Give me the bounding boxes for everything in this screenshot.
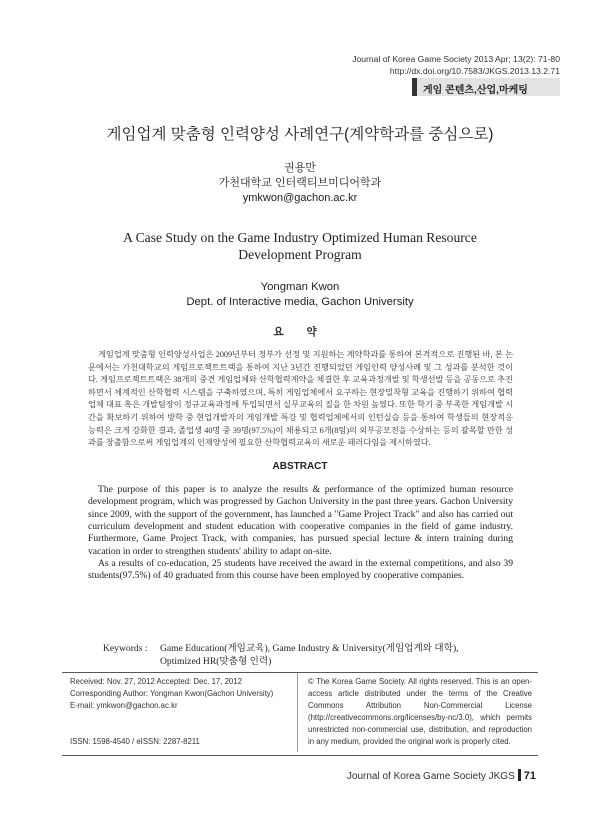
footnote-top-divider: [62, 672, 538, 673]
journal-citation: Journal of Korea Game Society 2013 Apr; 13(2): 71-80: [352, 54, 560, 64]
author-email[interactable]: ymkwon@gachon.ac.kr: [242, 192, 358, 204]
article-meta: [70, 676, 294, 748]
abstract-english-para-1: The purpose of this paper is to analyze the results & performance of the optimized human resource development program, which was progressed by Gachon University in the past three years. Gachon University since 2009, with the support of the government, has launched a "Game Project Track" and also has carried out curriculum development and student education with cooperative companies in the field of game industry. Furthermore, Game Project Track, with companies, has pursued special lecture & intern training during vacation in order to strengthen students' ability to adapt on-site.: [88, 484, 513, 557]
issn: ISSN: 1598-4540 / eISSN: 2287-8211: [70, 737, 200, 746]
paper-title-korean: 게임업계 맞춤형 인력양성 사례연구(계약학과를 중심으로): [106, 126, 494, 143]
author-block-korean: [0, 161, 600, 206]
abstract-korean-text: 게임업계 맞춤형 인력양성사업은 2009년부터 정부가 선정 및 지원하는 계약학과를 통하여 본격적으로 진행된 바, 본 논문에서는 가천대학교의 게임프로젝트트랙을 통하여 지난 3년간 진행되었던 게임인력 양성사례 및 그 성과를 분석한 것이다. 게임프로젝트트랙은 38개의 중견 게임업체와 산학협력계약을 체결한 후 교육과정개발 및 학생선발 등을 공동으로 추진하면서 체계적인 산학협력 시스템을 구축하였으며, 특히 게임업체에서 요구하는 현장밀착형 교육을 진행하기 위하여 협력업체 대표 혹은 개발팀장이 정규교육과정에 투입되면서 실무교육의 질을 한 차원 높였다. 또한 학기 중 부족한 게임개발 시간을 확보하기 위하여 방학 중 현업개발자의 게임개발 특강 및 협력업체에서의 인턴실습 등을 통하여 학생들의 현장적응 능력은 크게 강화한 결과, 졸업생 40명 중 39명(97.5%)이 채용되고 6개(8팀)의 외부공모전을 수상하는 등의 괄목할 만한 성과를 창출함으로써 게임업계의 인재양성에 필요한 산학협력교육의 새로운 패러다임을 제시하였다.: [88, 350, 513, 448]
author-block-english: [0, 280, 600, 310]
abstract-korean: [88, 349, 513, 450]
footer-separator-bar: [518, 769, 521, 781]
footnote-bottom-divider: [62, 755, 538, 756]
author-affiliation-english: Dept. of Interactive media, Gachon University: [186, 296, 414, 308]
footer-journal-name: Journal of Korea Game Society JKGS: [346, 771, 515, 782]
journal-header: [352, 53, 560, 77]
author-name-english: Yongman Kwon: [260, 281, 340, 293]
page-number: 71: [523, 770, 536, 782]
abstract-english-para-2: As a results of co-education, 25 students have received the award in the external competitions, and also 39 students(97.5%) of 40 graduated from this course have been employed by cooperative companies.: [88, 558, 513, 582]
author-affiliation-korean: 가천대학교 인터랙티브미디어학과: [218, 177, 382, 189]
keywords-line-1: Game Education(게임교육), Game Industry & University(게임업계와 대학),: [160, 643, 459, 654]
keywords: [103, 643, 459, 668]
author-name-korean: 권용만: [284, 162, 316, 174]
badge-accent-bar: [412, 78, 417, 96]
category-label: 게임 콘텐츠,산업,마케팅: [423, 85, 528, 96]
abstract-english: [88, 484, 513, 583]
category-badge: [412, 78, 560, 96]
footnote-column-divider: [297, 673, 298, 752]
page-footer: [347, 769, 536, 782]
abstract-korean-heading: 요 약: [273, 326, 327, 338]
keywords-line-2: Optimized HR(맞춤형 인력): [160, 655, 272, 667]
keywords-label: Keywords :: [103, 643, 148, 654]
received-accepted-dates: Received: Nov. 27, 2012 Accepted: Dec. 17, 2012: [70, 677, 242, 686]
title-english-line-2: Development Program: [238, 247, 362, 262]
paper-title-english: [0, 229, 600, 263]
title-english-line-1: A Case Study on the Game Industry Optimized Human Resource: [123, 230, 477, 245]
license-notice: © The Korea Game Society. All rights reserved. This is an open-access article distributed under the terms of the Creative Commons Attribution Non-Commercial License (http://creativecommons.org/licenses/by-nc/3.0), which permits unrestricted non-commercial use, distribution, and reproduction in any medium, provided the original work is properly cited.: [308, 677, 532, 746]
corresponding-email[interactable]: E-mail: ymkwon@gachon.ac.kr: [70, 701, 178, 710]
corresponding-author: Corresponding Author: Yongman Kwon(Gachon University): [70, 689, 274, 698]
abstract-english-heading: ABSTRACT: [272, 461, 328, 472]
doi-link[interactable]: http://dx.doi.org/10.7583/JKGS.2013.13.2.71: [389, 66, 560, 76]
